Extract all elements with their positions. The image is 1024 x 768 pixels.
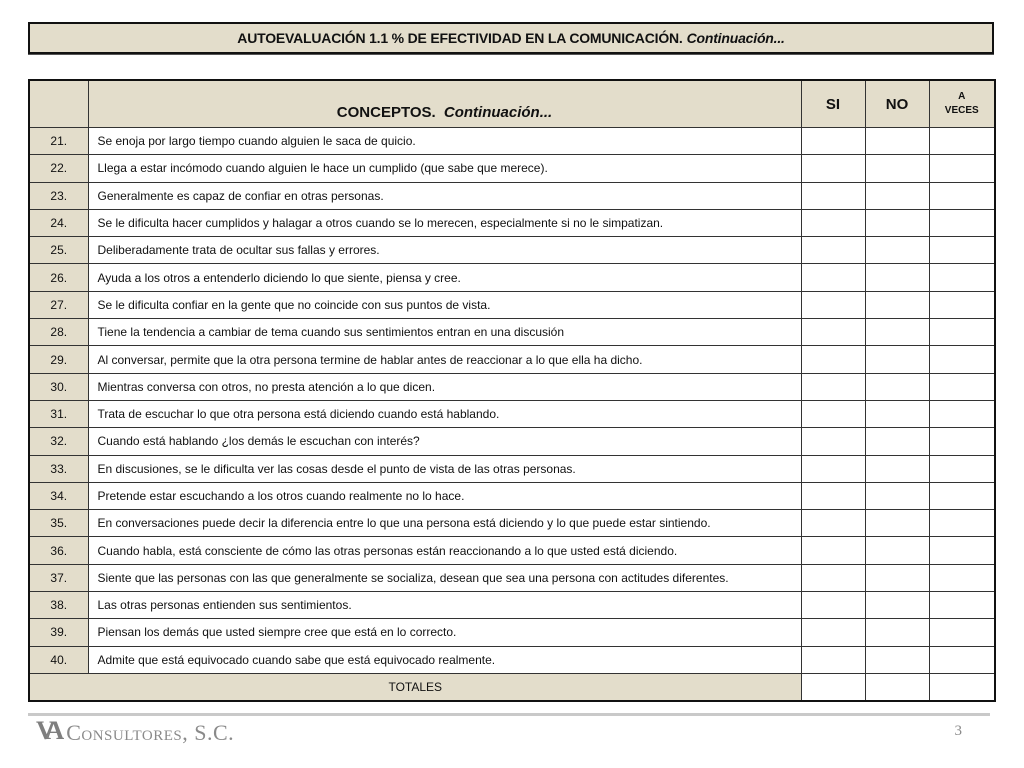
answer-si-cell[interactable] [801, 264, 865, 291]
table-row [29, 155, 995, 182]
answer-si-cell[interactable] [801, 209, 865, 236]
totals-row [29, 673, 995, 701]
answer-si-cell[interactable] [801, 128, 865, 155]
answer-no-cell[interactable] [865, 428, 929, 455]
answer-si-cell[interactable] [801, 319, 865, 346]
header-a-label: A [958, 91, 966, 102]
table-row [29, 537, 995, 564]
answer-a-veces-cell[interactable] [929, 264, 995, 291]
table-row [29, 128, 995, 155]
page-title: AUTOEVALUACIÓN 1.1 % DE EFECTIVIDAD EN LA COMUNICACIÓN. [237, 30, 683, 46]
question-number: 29. [29, 346, 88, 373]
answer-si-cell[interactable] [801, 482, 865, 509]
header-concepts [88, 80, 801, 128]
question-text: Ayuda a los otros a entenderlo diciendo lo que siente, piensa y cree. [88, 264, 801, 291]
answer-no-cell[interactable] [865, 455, 929, 482]
answer-no-cell[interactable] [865, 209, 929, 236]
question-number: 28. [29, 319, 88, 346]
logo-mark: VA [36, 716, 59, 745]
question-text: Admite que está equivocado cuando sabe que está equivocado realmente. [88, 646, 801, 673]
question-number: 25. [29, 237, 88, 264]
question-text: Llega a estar incómodo cuando alguien le hace un cumplido (que sabe que merece). [88, 155, 801, 182]
question-number: 27. [29, 291, 88, 318]
answer-si-cell[interactable] [801, 564, 865, 591]
answer-no-cell[interactable] [865, 291, 929, 318]
answer-si-cell[interactable] [801, 455, 865, 482]
totals-label: TOTALES [29, 673, 801, 701]
question-number: 31. [29, 400, 88, 427]
answer-a-veces-cell[interactable] [929, 319, 995, 346]
page-number: 3 [954, 723, 962, 739]
total-a-veces-cell[interactable] [929, 673, 995, 701]
answer-a-veces-cell[interactable] [929, 537, 995, 564]
answer-no-cell[interactable] [865, 646, 929, 673]
question-text: Generalmente es capaz de confiar en otras personas. [88, 182, 801, 209]
footer-divider [28, 713, 990, 716]
answer-no-cell[interactable] [865, 564, 929, 591]
question-text: Se le dificulta confiar en la gente que no coincide con sus puntos de vista. [88, 291, 801, 318]
table-row [29, 182, 995, 209]
question-text: Piensan los demás que usted siempre cree que está en lo correcto. [88, 619, 801, 646]
answer-si-cell[interactable] [801, 373, 865, 400]
question-number: 34. [29, 482, 88, 509]
page-title-box [28, 22, 994, 54]
answer-a-veces-cell[interactable] [929, 237, 995, 264]
question-number: 39. [29, 619, 88, 646]
answer-no-cell[interactable] [865, 592, 929, 619]
table-row [29, 264, 995, 291]
answer-no-cell[interactable] [865, 264, 929, 291]
answer-a-veces-cell[interactable] [929, 373, 995, 400]
answer-a-veces-cell[interactable] [929, 346, 995, 373]
answer-no-cell[interactable] [865, 537, 929, 564]
answer-si-cell[interactable] [801, 592, 865, 619]
question-text: Cuando habla, está consciente de cómo las otras personas están reaccionando a lo que usted está diciendo. [88, 537, 801, 564]
answer-no-cell[interactable] [865, 510, 929, 537]
answer-si-cell[interactable] [801, 428, 865, 455]
header-number-cell [29, 80, 88, 128]
answer-si-cell[interactable] [801, 291, 865, 318]
answer-no-cell[interactable] [865, 373, 929, 400]
table-row [29, 400, 995, 427]
answer-no-cell[interactable] [865, 182, 929, 209]
question-text: Al conversar, permite que la otra persona termine de hablar antes de reaccionar a lo que ella ha dicho. [88, 346, 801, 373]
header-si: SI [801, 80, 865, 128]
table-row [29, 510, 995, 537]
self-assessment-table [28, 79, 996, 702]
answer-a-veces-cell[interactable] [929, 564, 995, 591]
answer-no-cell[interactable] [865, 155, 929, 182]
table-row [29, 428, 995, 455]
question-number: 36. [29, 537, 88, 564]
answer-a-veces-cell[interactable] [929, 400, 995, 427]
table-row [29, 455, 995, 482]
question-number: 26. [29, 264, 88, 291]
question-text: En discusiones, se le dificulta ver las cosas desde el punto de vista de las otras personas. [88, 455, 801, 482]
answer-si-cell[interactable] [801, 237, 865, 264]
table-row [29, 619, 995, 646]
answer-a-veces-cell[interactable] [929, 592, 995, 619]
header-no: NO [865, 80, 929, 128]
answer-a-veces-cell[interactable] [929, 619, 995, 646]
answer-si-cell[interactable] [801, 619, 865, 646]
answer-a-veces-cell[interactable] [929, 455, 995, 482]
answer-a-veces-cell[interactable] [929, 291, 995, 318]
table-row [29, 291, 995, 318]
answer-a-veces-cell[interactable] [929, 428, 995, 455]
question-text: Cuando está hablando ¿los demás le escuchan con interés? [88, 428, 801, 455]
question-number: 24. [29, 209, 88, 236]
table-row [29, 319, 995, 346]
question-text: Las otras personas entienden sus sentimientos. [88, 592, 801, 619]
question-number: 33. [29, 455, 88, 482]
table-row [29, 482, 995, 509]
answer-si-cell[interactable] [801, 346, 865, 373]
question-number: 35. [29, 510, 88, 537]
question-number: 37. [29, 564, 88, 591]
question-number: 23. [29, 182, 88, 209]
table-row [29, 592, 995, 619]
logo-text: Consultores, S.C. [66, 720, 235, 745]
answer-si-cell[interactable] [801, 155, 865, 182]
table-header-row [29, 80, 995, 128]
concepts-label: CONCEPTOS. [336, 104, 436, 121]
answer-a-veces-cell[interactable] [929, 209, 995, 236]
table-row [29, 373, 995, 400]
answer-si-cell[interactable] [801, 400, 865, 427]
question-text: Pretende estar escuchando a los otros cuando realmente no lo hace. [88, 482, 801, 509]
company-logo [36, 718, 234, 746]
question-text: Tiene la tendencia a cambiar de tema cuando sus sentimientos entran en una discusión [88, 319, 801, 346]
question-number: 32. [29, 428, 88, 455]
answer-si-cell[interactable] [801, 510, 865, 537]
answer-no-cell[interactable] [865, 346, 929, 373]
question-number: 22. [29, 155, 88, 182]
answer-a-veces-cell[interactable] [929, 182, 995, 209]
question-number: 21. [29, 128, 88, 155]
answer-no-cell[interactable] [865, 400, 929, 427]
answer-a-veces-cell[interactable] [929, 646, 995, 673]
table-row [29, 237, 995, 264]
table-row [29, 564, 995, 591]
answer-a-veces-cell[interactable] [929, 155, 995, 182]
answer-a-veces-cell[interactable] [929, 482, 995, 509]
table-row [29, 346, 995, 373]
answer-no-cell[interactable] [865, 482, 929, 509]
question-text: Mientras conversa con otros, no presta atención a lo que dicen. [88, 373, 801, 400]
question-number: 30. [29, 373, 88, 400]
answer-a-veces-cell[interactable] [929, 510, 995, 537]
answer-no-cell[interactable] [865, 619, 929, 646]
question-text: Se le dificulta hacer cumplidos y halagar a otros cuando se lo merecen, especialmente si no le simpatizan. [88, 209, 801, 236]
answer-no-cell[interactable] [865, 319, 929, 346]
question-text: En conversaciones puede decir la diferencia entre lo que una persona está diciendo y lo que puede estar sintiendo. [88, 510, 801, 537]
question-number: 38. [29, 592, 88, 619]
answer-a-veces-cell[interactable] [929, 128, 995, 155]
answer-no-cell[interactable] [865, 128, 929, 155]
table-row [29, 209, 995, 236]
total-no-cell[interactable] [865, 673, 929, 701]
answer-si-cell[interactable] [801, 537, 865, 564]
question-text: Trata de escuchar lo que otra persona está diciendo cuando está hablando. [88, 400, 801, 427]
concepts-continuation: Continuación... [443, 104, 553, 121]
question-number: 40. [29, 646, 88, 673]
table-row [29, 646, 995, 673]
answer-no-cell[interactable] [865, 237, 929, 264]
header-a-veces [929, 80, 995, 128]
answer-si-cell[interactable] [801, 646, 865, 673]
header-veces-label: VECES [944, 105, 979, 116]
answer-si-cell[interactable] [801, 182, 865, 209]
page-title-continuation: Continuación... [686, 30, 785, 46]
question-text: Deliberadamente trata de ocultar sus fallas y errores. [88, 237, 801, 264]
question-text: Se enoja por largo tiempo cuando alguien le saca de quicio. [88, 128, 801, 155]
question-text: Siente que las personas con las que generalmente se socializa, desean que sea una persona con actitudes diferentes. [88, 564, 801, 591]
total-si-cell[interactable] [801, 673, 865, 701]
